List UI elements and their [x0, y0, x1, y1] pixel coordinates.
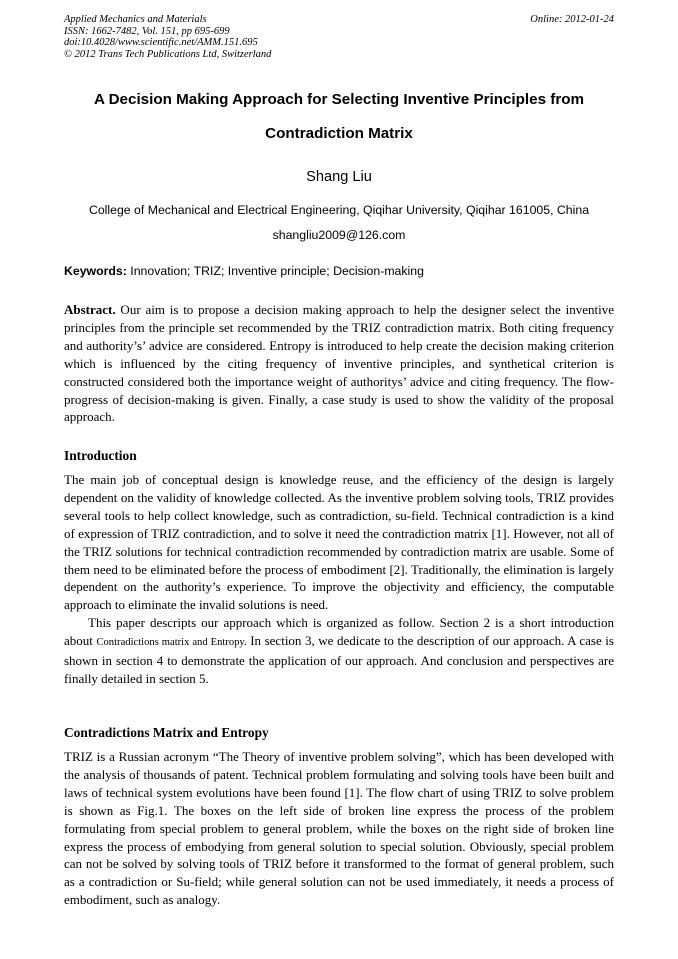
section-2-paragraph-1: TRIZ is a Russian acronym “The Theory of inventive problem solving”, which has been developed with the analysis of thousands of patent. Technical problem formulating and solving tools have been built and laws of technical system evolutions have been found [1]. The flow chart of using TRIZ to solve problem is shown as Fig.1. The boxes on the left side of broken line express the process of the problem formulating from special problem to general problem, while the boxes on the right side of broken line express the process of embodying from general solution to special solution. Obviously, special problem can not be solved by solving tools of TRIZ before it transformed to the format of general problem, such as a contradiction or Su-field; while general solution can not be used immediately, it needs a process of embodiment, such as analogy.: [64, 749, 614, 908]
paper-title-line-1: A Decision Making Approach for Selecting Inventive Principles from: [93, 91, 585, 108]
introduction-paragraph-2: This paper descripts our approach which is organized as follow. Section 2 is a short introduction about Contradictions matrix and Entropy. In section 3, we dedicate to the description of our approach. A case is shown in section 4 to demonstrate the application of our approach. And conclusion and perspectives are finally detailed in section 5.: [64, 615, 614, 686]
online-date: Online: 2012-01-24: [530, 14, 614, 25]
introduction-paragraph-1: The main job of conceptual design is knowledge reuse, and the efficiency of the design is largely dependent on the validity of knowledge collected. As the inventive problem solving tools, TRIZ provides several tools to help collect knowledge, such as contradiction, su-field. Technical contradiction is a kind of expression of TRIZ contradiction, and to solve it need the contradiction matrix [1]. However, not all of the TRIZ solutions for technical contradiction recommended by contradiction matrix are usable. Some of them need to be eliminated before the process of embodiment [2]. Traditionally, the elimination is largely dependent on the authority’s experience. To improve the objectivity and efficiency, the computable approach to eliminate the invalid solutions is need.: [64, 472, 614, 613]
keywords-line: [64, 264, 424, 278]
author-name: Shang Liu: [306, 169, 372, 185]
author-email: shangliu2009@126.com: [272, 228, 406, 242]
journal-name: Applied Mechanics and Materials: [64, 14, 207, 25]
keywords-label: Keywords:: [64, 264, 127, 278]
doi-line: doi:10.4028/www.scientific.net/AMM.151.695: [64, 37, 258, 48]
introduction-body: [64, 471, 614, 688]
copyright-line: © 2012 Trans Tech Publications Ltd, Switzerland: [64, 48, 272, 60]
abstract-label: Abstract.: [64, 302, 116, 317]
paper-title-line-2: Contradiction Matrix: [265, 125, 413, 142]
introduction-heading: Introduction: [64, 448, 137, 463]
section-2-heading: Contradictions Matrix and Entropy: [64, 725, 269, 740]
abstract-block: [64, 301, 614, 426]
keywords-text: Innovation; TRIZ; Inventive principle; Decision-making: [126, 264, 424, 278]
abstract-text: Our aim is to propose a decision making approach to help the designer select the inventive principles from the principle set recommended by the TRIZ contradiction matrix. Both citing frequency and authority’s’ advice are considered. Entropy is introduced to help create the decision making criterion which is influenced by the citing frequency of inventive principles, and synthetical criterion is constructed considered both the importance weight of authoritys’ advice and citing frequency. The flow-progress of decision-making is given. Finally, a case study is used to show the validity of the proposal approach.: [64, 302, 614, 425]
section-2-body: [64, 748, 614, 909]
author-affiliation: College of Mechanical and Electrical Engineering, Qiqihar University, Qiqihar 161005, China: [88, 203, 590, 217]
issn-line: ISSN: 1662-7482, Vol. 151, pp 695-699: [64, 25, 230, 37]
